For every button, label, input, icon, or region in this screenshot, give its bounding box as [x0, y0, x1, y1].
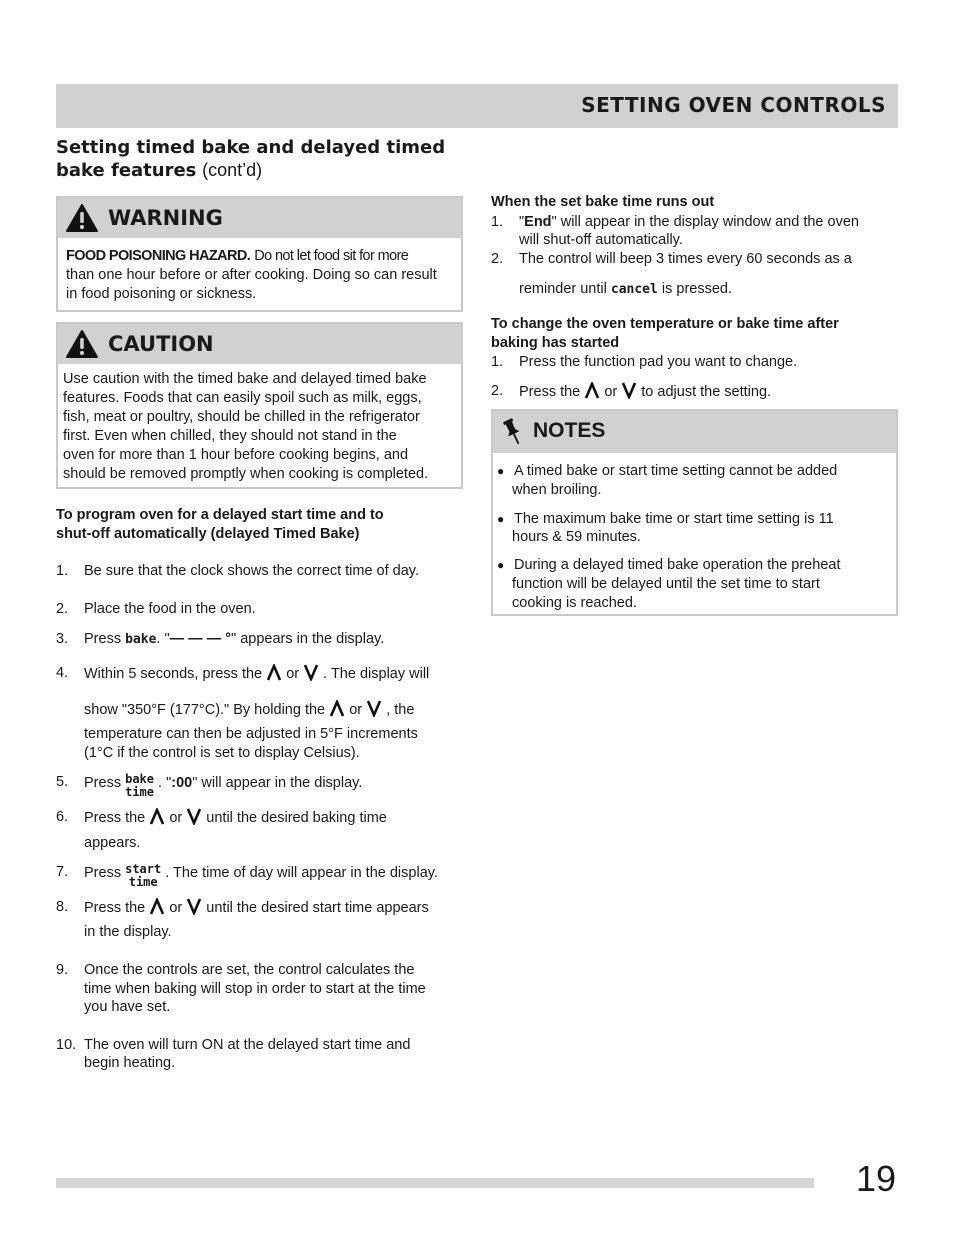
step-text: Place the food in the oven.	[84, 601, 256, 617]
warning-line3: in food poisoning or sickness.	[66, 286, 257, 302]
step-number: 5.	[56, 774, 69, 790]
step-text-part: " appears in the display.	[231, 631, 385, 647]
step-text	[84, 630, 384, 649]
warning-heading: WARNING	[108, 206, 223, 230]
step-text: temperature can then be adjusted in 5°F increments	[84, 726, 418, 742]
note-text: The maximum bake time or start time setting is 11	[514, 511, 834, 527]
warning-line1: Do not let food sit for more	[254, 248, 409, 264]
item-number: 2.	[491, 383, 504, 399]
item-text: Press the function pad you want to change.	[519, 354, 798, 370]
step-text-part: Press	[84, 631, 122, 647]
key-label: start	[125, 862, 162, 876]
header-bar	[56, 84, 898, 128]
item-number: 2.	[491, 251, 504, 267]
item-text-part: reminder until	[519, 281, 607, 297]
up-arrow-icon	[149, 898, 165, 915]
item-text-part: or	[604, 384, 618, 400]
step-text-part: Press the	[84, 810, 146, 826]
step-text-part: or	[349, 702, 363, 718]
step-text	[84, 808, 387, 828]
bake-time-key-icon	[125, 773, 154, 799]
bullet-icon: ●	[497, 558, 505, 572]
step-text	[84, 700, 414, 720]
item-text-part: "	[519, 214, 525, 230]
page-header-title: SETTING OVEN CONTROLS	[581, 93, 886, 117]
caution-line: fish, meat or poultry, should be chilled in the refrigerator	[63, 409, 420, 425]
step-number: 9.	[56, 962, 69, 978]
footer-bar	[56, 1178, 814, 1188]
warning-triangle-icon	[65, 203, 99, 233]
step-text: appears.	[84, 835, 141, 851]
item-text-part: to adjust the setting.	[641, 384, 772, 400]
note-text: when broiling.	[512, 482, 602, 498]
program-heading-line2: shut-off automatically (delayed Timed Bake)	[56, 526, 360, 542]
step-number: 3.	[56, 631, 69, 647]
step-text	[84, 898, 429, 918]
warning-line2: than one hour before or after cooking. Doing so can result	[66, 267, 437, 283]
note-text: hours & 59 minutes.	[512, 529, 641, 545]
notes-heading: NOTES	[533, 419, 606, 442]
section-title-line1: Setting timed bake and delayed timed	[56, 137, 446, 158]
caution-header	[58, 324, 461, 364]
step-text-part: . "	[156, 631, 170, 647]
key-label: bake	[125, 772, 155, 786]
start-time-key-icon	[125, 863, 161, 889]
bullet-icon: ●	[497, 512, 505, 526]
step-text-part: Press	[84, 775, 122, 791]
change-heading-line1: To change the oven temperature or bake time after	[491, 316, 839, 332]
warning-lead: FOOD POISONING HAZARD.	[66, 248, 251, 264]
section-title	[56, 137, 466, 182]
step-text: time when baking will stop in order to start at the time	[84, 981, 426, 997]
note-text: function will be delayed until the set time to start	[512, 576, 820, 592]
step-text-part: show "350°F (177°C)." By holding the	[84, 702, 326, 718]
item-text-part: Press the	[519, 384, 581, 400]
step-text: begin heating.	[84, 1055, 176, 1071]
bake-key-icon: bake	[125, 632, 157, 647]
step-text	[84, 863, 438, 889]
program-heading-line1: To program oven for a delayed start time and to	[56, 507, 384, 523]
caution-line: oven for more than 1 hour before cooking begins, and	[63, 447, 409, 463]
section-title-line2: bake features	[56, 160, 197, 181]
change-heading	[491, 315, 901, 353]
step-text: (1°C if the control is set to display Celsius).	[84, 745, 360, 761]
step-text-part: or	[169, 810, 183, 826]
step-text-part: until the desired baking time	[206, 810, 387, 826]
item-text: will shut-off automatically.	[519, 232, 683, 248]
up-arrow-icon	[149, 808, 165, 825]
step-text-part: " will appear in the display.	[192, 775, 363, 791]
step-text: in the display.	[84, 924, 172, 940]
warning-box	[56, 196, 463, 312]
key-label: time	[125, 785, 155, 799]
step-text	[84, 664, 429, 684]
caution-line: first. Even when chilled, they should not stand in the	[63, 428, 397, 444]
item-text	[519, 382, 771, 402]
item-text	[519, 213, 859, 232]
down-arrow-icon	[303, 664, 319, 681]
step-text-part: or	[286, 666, 300, 682]
step-text-part: Within 5 seconds, press the	[84, 666, 263, 682]
key-label: time	[128, 875, 158, 889]
step-number: 2.	[56, 601, 69, 617]
step-text: Once the controls are set, the control calculates the	[84, 962, 415, 978]
step-number: 7.	[56, 864, 69, 880]
item-number: 1.	[491, 214, 504, 230]
bullet-icon: ●	[497, 464, 505, 478]
down-arrow-icon	[366, 700, 382, 717]
caution-line: features. Foods that can easily spoil such as milk, eggs,	[63, 390, 422, 406]
program-heading	[56, 506, 466, 544]
up-arrow-icon	[584, 382, 600, 399]
step-text-part: Press the	[84, 900, 146, 916]
up-arrow-icon	[329, 700, 345, 717]
page-number: 19	[856, 1158, 897, 1199]
step-text: The oven will turn ON at the delayed start time and	[84, 1037, 411, 1053]
caution-line: should be removed promptly when cooking is completed.	[63, 466, 429, 482]
section-title-suffix: (cont’d)	[202, 160, 263, 180]
step-number: 1.	[56, 563, 69, 579]
up-arrow-icon	[266, 664, 282, 681]
down-arrow-icon	[186, 808, 202, 825]
step-text-part: . The time of day will appear in the display.	[165, 865, 438, 881]
runs-out-heading: When the set bake time runs out	[491, 194, 715, 210]
notes-header	[493, 411, 896, 453]
step-text-part: . "	[158, 775, 172, 791]
item-text: The control will beep 3 times every 60 seconds as a	[519, 251, 852, 267]
caution-triangle-icon	[65, 329, 99, 359]
display-end: End	[524, 214, 552, 230]
step-text-part: . The display will	[323, 666, 430, 682]
change-heading-line2: baking has started	[491, 335, 620, 351]
display-dashes: — — — °	[169, 631, 232, 647]
step-text-part: until the desired start time appears	[206, 900, 429, 916]
caution-heading: CAUTION	[108, 332, 214, 356]
item-text	[519, 280, 732, 299]
warning-text	[58, 238, 461, 310]
notes-box	[491, 409, 898, 616]
step-text: you have set.	[84, 999, 171, 1015]
step-text-part: Press	[84, 865, 122, 881]
item-text-part: is pressed.	[661, 281, 732, 297]
step-number: 8.	[56, 899, 69, 915]
caution-box	[56, 322, 463, 489]
item-text-part: " will appear in the display window and the oven	[551, 214, 859, 230]
step-text-part: or	[169, 900, 183, 916]
step-text	[84, 773, 362, 799]
warning-header	[58, 198, 461, 238]
note-text: cooking is reached.	[512, 595, 637, 611]
step-number: 6.	[56, 809, 69, 825]
note-text: During a delayed timed bake operation the preheat	[514, 557, 841, 573]
cancel-key-icon: cancel	[610, 282, 658, 297]
pushpin-icon	[501, 417, 525, 447]
caution-line: Use caution with the timed bake and delayed timed bake	[63, 371, 427, 387]
note-text: A timed bake or start time setting cannot be added	[514, 463, 838, 479]
down-arrow-icon	[621, 382, 637, 399]
step-text-part: , the	[386, 702, 415, 718]
step-number: 4.	[56, 665, 69, 681]
item-number: 1.	[491, 354, 504, 370]
caution-text	[58, 364, 461, 490]
step-number: 10.	[56, 1037, 77, 1053]
display-zero: :00	[171, 775, 193, 791]
down-arrow-icon	[186, 898, 202, 915]
step-text: Be sure that the clock shows the correct time of day.	[84, 563, 419, 579]
